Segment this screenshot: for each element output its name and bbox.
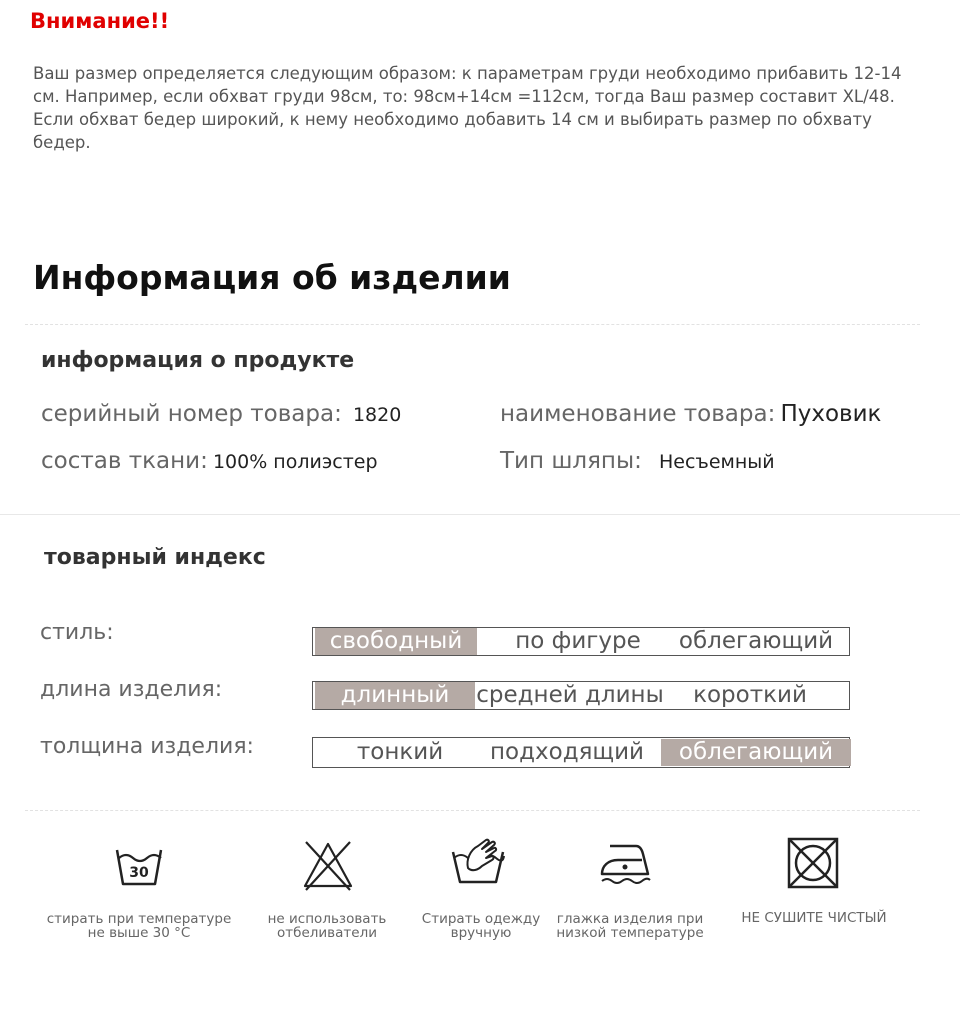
scale-option: тонкий (356, 739, 444, 765)
fabric-value: 100% полиэстер (212, 451, 378, 473)
wash-temperature: 30 (129, 865, 149, 881)
divider (25, 810, 920, 811)
index-title: товарный индекс (44, 545, 266, 570)
serial-label: серийный номер товара: (41, 401, 342, 427)
section-title: Информация об изделии (33, 258, 511, 297)
care-label-line: не использовать (267, 911, 387, 927)
care-label-line: стирать при температуре (46, 911, 232, 927)
no-tumble-dry-icon (783, 833, 843, 893)
fabric-label: состав ткани: (41, 448, 208, 474)
serial-value: 1820 (352, 404, 402, 426)
scale-option: подходящий (490, 739, 644, 765)
care-label-line: вручную (450, 925, 512, 941)
care-label-line: не выше 30 °C (87, 925, 191, 941)
serial-row (41, 401, 401, 427)
care-label-wash (39, 912, 239, 940)
thickness-scale (312, 737, 850, 768)
hood-value: Несъемный (658, 451, 775, 473)
wash-30-icon (109, 838, 169, 898)
scale-option: свободный (315, 628, 477, 655)
care-label-line: отбеливатели (277, 925, 377, 941)
scale-option: облегающий (661, 739, 851, 766)
scale-option: короткий (693, 682, 807, 708)
hand-wash-icon (448, 832, 508, 892)
scale-option: облегающий (678, 628, 834, 654)
length-scale (312, 681, 850, 710)
style-scale (312, 627, 850, 656)
index-row-label: длина изделия: (40, 677, 223, 702)
index-row-label: толщина изделия: (40, 734, 254, 759)
scale-option: по фигуре (515, 628, 641, 654)
warning-text (33, 62, 923, 154)
name-label: наименование товара: (500, 401, 776, 427)
care-label-line: глажка изделия при (556, 911, 704, 927)
care-label-line: низкой температуре (556, 925, 704, 941)
hood-row (500, 448, 775, 474)
iron-low-icon (596, 834, 656, 894)
no-bleach-icon (298, 836, 358, 896)
hood-label: Тип шляпы: (500, 448, 642, 474)
care-label-iron (530, 912, 730, 940)
care-label-dry (714, 911, 914, 925)
fabric-row (41, 448, 378, 474)
index-row-label: стиль: (40, 620, 114, 645)
warning-line: Ваш размер определяется следующим образом: к параметрам груди необходимо прибавить 12-14 (33, 64, 902, 83)
warning-line: бедер. (33, 133, 91, 152)
care-label-line: Стирать одежду (421, 911, 541, 927)
divider (0, 514, 960, 515)
name-row (500, 401, 881, 427)
name-value: Пуховик (780, 401, 882, 427)
product-info-title: информация о продукте (41, 348, 355, 373)
warning-title: Внимание!! (30, 9, 170, 33)
scale-option: средней длины (476, 682, 664, 708)
warning-line: см. Например, если обхват груди 98см, то: 98см+14см =112см, тогда Ваш размер составит XL/48. (33, 87, 895, 106)
care-label-line: НЕ СУШИТЕ ЧИСТЫЙ (741, 910, 887, 926)
scale-option: длинный (315, 682, 475, 709)
warning-line: Если обхват бедер широкий, к нему необходимо добавить 14 см и выбирать размер по обхвату (33, 110, 872, 129)
divider (25, 324, 920, 325)
